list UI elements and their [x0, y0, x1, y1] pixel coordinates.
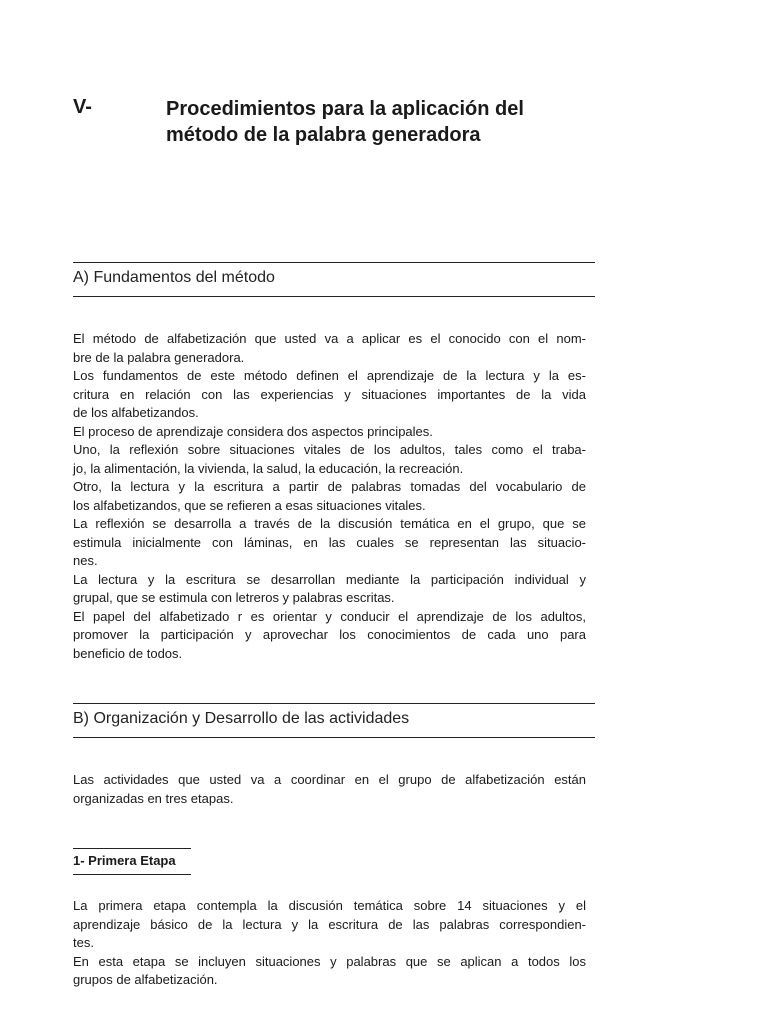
- chapter-title-line: método de la palabra generadora: [166, 124, 481, 146]
- text-line: La reflexión se desarrolla a través de la discusión temática en el grupo, que se: [73, 516, 586, 531]
- text-line: El papel del alfabetizado r es orientar y conducir el aprendizaje de los adultos,: [73, 608, 586, 624]
- text-line: La lectura y la escritura se desarrollan mediante la participación individual y: [73, 571, 586, 587]
- text-line: de los alfabetizandos.: [73, 405, 199, 420]
- stage-1-body: [73, 897, 586, 990]
- text-line: jo, la alimentación, la vivienda, la salud, la educación, la recreación.: [73, 460, 464, 476]
- text-line: Uno, la reflexión sobre situaciones vitales de los adultos, tales como el traba-: [73, 442, 586, 457]
- text-line: aprendizaje básico de la lectura y la escritura de las palabras correspondien-: [73, 916, 586, 932]
- text-line: Las actividades que usted va a coordinar en el grupo de alfabetización están: [73, 772, 586, 787]
- text-line: organizadas en tres etapas.: [73, 790, 234, 806]
- text-line: nes.: [73, 553, 98, 568]
- text-line: En esta etapa se incluyen situaciones y palabras que se aplican a todos los: [73, 953, 586, 969]
- stage-1-heading: 1- Primera Etapa: [73, 853, 176, 868]
- text-line: Otro, la lectura y la escritura a partir de palabras tomadas del vocabulario de: [73, 479, 586, 494]
- stage-1-rule: [73, 848, 191, 849]
- chapter-title-line: Procedimientos para la aplicación del: [166, 98, 524, 120]
- text-line: El proceso de aprendizaje considera dos aspectos principales.: [73, 423, 433, 439]
- text-line: grupal, que se estimula con letreros y palabras escritas.: [73, 590, 395, 605]
- section-a-heading: A) Fundamentos del método: [73, 269, 275, 286]
- text-line: tes.: [73, 935, 94, 950]
- text-line: bre de la palabra generadora.: [73, 349, 245, 365]
- section-a-body: [73, 330, 586, 663]
- text-line: los alfabetizandos, que se refieren a esas situaciones vitales.: [73, 497, 426, 513]
- text-line: Los fundamentos de este método definen el aprendizaje de la lectura y la es-: [73, 368, 586, 383]
- section-a-bottom-rule: [73, 296, 595, 297]
- text-line: La primera etapa contempla la discusión temática sobre 14 situaciones y el: [73, 898, 586, 913]
- section-b-heading: B) Organización y Desarrollo de las actividades: [73, 710, 410, 727]
- chapter-number: V-: [73, 96, 92, 118]
- text-line: estimula inicialmente con láminas, en las cuales se representan las situacio-: [73, 534, 586, 550]
- section-b-bottom-rule: [73, 737, 595, 738]
- text-line: critura en relación con las experiencias y situaciones importantes de la vida: [73, 386, 586, 402]
- stage-1-bottom-rule: [73, 874, 191, 875]
- section-b-top-rule: [73, 703, 595, 704]
- text-line: El método de alfabetización que usted va a aplicar es el conocido con el nom-: [73, 331, 586, 346]
- section-a-top-rule: [73, 262, 595, 263]
- text-line: promover la participación y aprovechar los conocimientos de cada uno para: [73, 627, 586, 642]
- text-line: beneficio de todos.: [73, 645, 183, 661]
- chapter-title: [166, 96, 586, 148]
- text-line: grupos de alfabetización.: [73, 972, 218, 987]
- section-b-body: [73, 771, 586, 808]
